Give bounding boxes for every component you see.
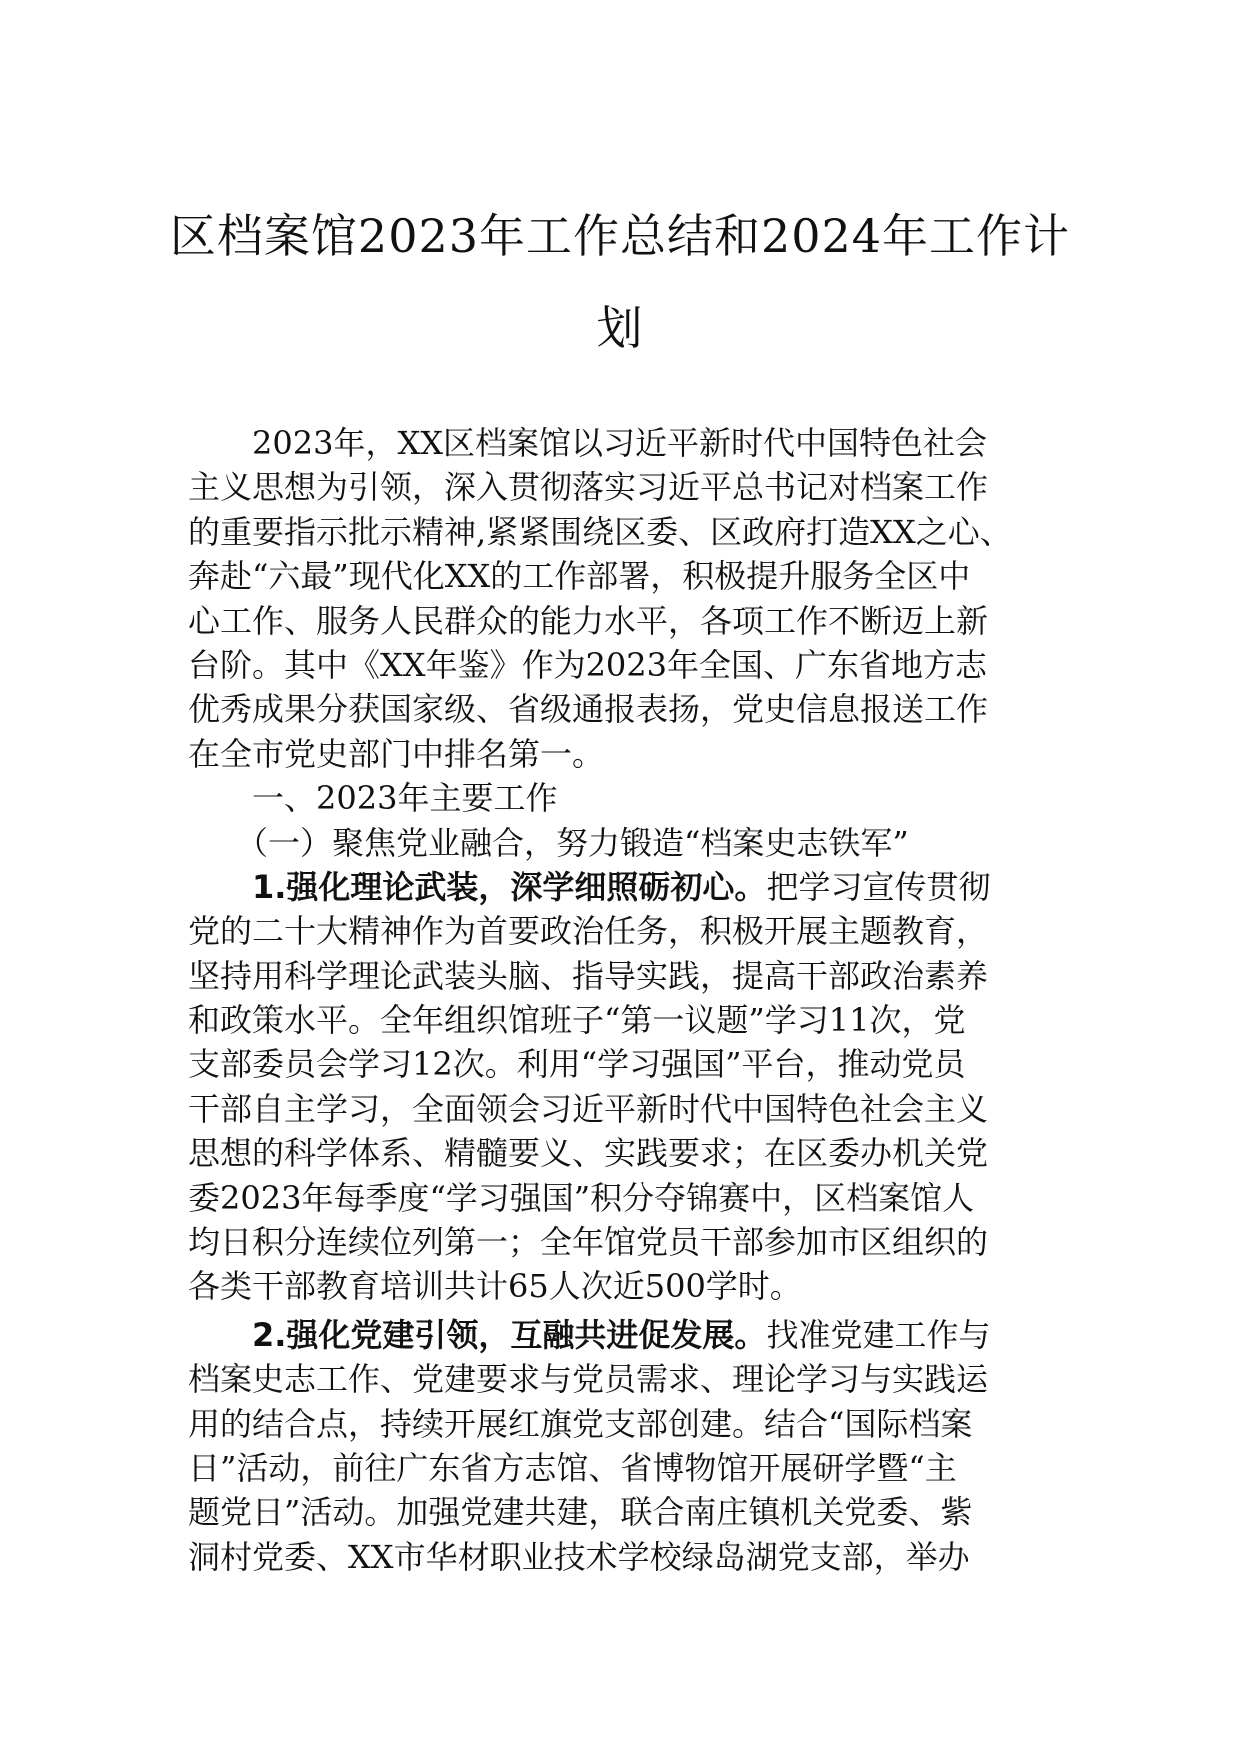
text-line: 思想的科学体系、精髓要义、实践要求；在区委办机关党 <box>188 1134 989 1173</box>
text-line: 心工作、服务人民群众的能力水平，各项工作不断迈上新 <box>188 601 989 640</box>
text-line: 档案史志工作、党建要求与党员需求、理论学习与实践运 <box>188 1360 989 1399</box>
text-line: 题党日”活动。加强党建共建，联合南庄镇机关党委、紫 <box>188 1493 973 1532</box>
text-line: 均日积分连续位列第一；全年馆党员干部参加市区组织的 <box>188 1223 989 1262</box>
item-2-lead: 找准党建工作与 <box>766 1315 991 1354</box>
text-line: 干部自主学习，全面领会习近平新时代中国特色社会主义 <box>188 1089 989 1128</box>
intro-paragraph <box>188 421 1058 776</box>
item-2-heading: 2.强化党建引领，互融共进促发展。 <box>252 1315 767 1354</box>
section-subheading: （一）聚焦党业融合，努力锻造“档案史志铁军” <box>236 823 909 862</box>
item-2-paragraph <box>188 1313 1058 1579</box>
text-line: 坚持用科学理论武装头脑、指导实践，提高干部政治素养 <box>188 956 989 995</box>
text-line: 委2023年每季度“学习强国”积分夺锦赛中，区档案馆人 <box>188 1178 975 1217</box>
item-1-heading: 1.强化理论武装，深学细照砺初心。 <box>252 867 767 906</box>
text-line: 的重要指示批示精神,紧紧围绕区委、区政府打造XX之心、 <box>188 512 1012 551</box>
text-line: 优秀成果分获国家级、省级通报表扬，党史信息报送工作 <box>188 690 989 729</box>
text-line: 2023年，XX区档案馆以习近平新时代中国特色社会 <box>188 424 988 462</box>
text-line: 支部委员会学习12次。利用“学习强国”平台，推动党员 <box>188 1045 966 1084</box>
item-1-paragraph <box>188 865 1058 1309</box>
text-line: 日”活动，前往广东省方志馆、省博物馆开展研学暨“主 <box>188 1448 957 1487</box>
document-body <box>188 421 1058 1579</box>
text-line: 用的结合点，持续开展红旗党支部创建。结合“国际档案 <box>188 1404 973 1443</box>
text-line: 在全市党史部门中排名第一。 <box>188 734 605 773</box>
section-heading: 一、2023年主要工作 <box>252 779 558 818</box>
text-line: 奔赴“六最”现代化XX的工作部署，积极提升服务全区中 <box>188 557 971 596</box>
item-1-lead: 把学习宣传贯彻 <box>766 867 991 906</box>
text-line: 台阶。其中《XX年鉴》作为2023年全国、广东省地方志 <box>188 645 988 684</box>
text-line: 党的二十大精神作为首要政治任务，积极开展主题教育， <box>188 912 989 951</box>
title-line-2: 划 <box>596 301 644 355</box>
text-line <box>188 865 1058 909</box>
text-line: 主义思想为引领，深入贯彻落实习近平总书记对档案工作 <box>188 468 989 507</box>
document-title <box>150 190 1090 374</box>
text-line: 各类干部教育培训共计65人次近500学时。 <box>188 1267 802 1306</box>
text-line: 洞村党委、XX市华材职业技术学校绿岛湖党支部，举办 <box>188 1537 970 1576</box>
title-line-1: 区档案馆2023年工作总结和2024年工作计 <box>169 209 1071 263</box>
text-line: 和政策水平。全年组织馆班子“第一议题”学习11次，党 <box>188 1001 966 1040</box>
text-line <box>188 1313 1058 1357</box>
